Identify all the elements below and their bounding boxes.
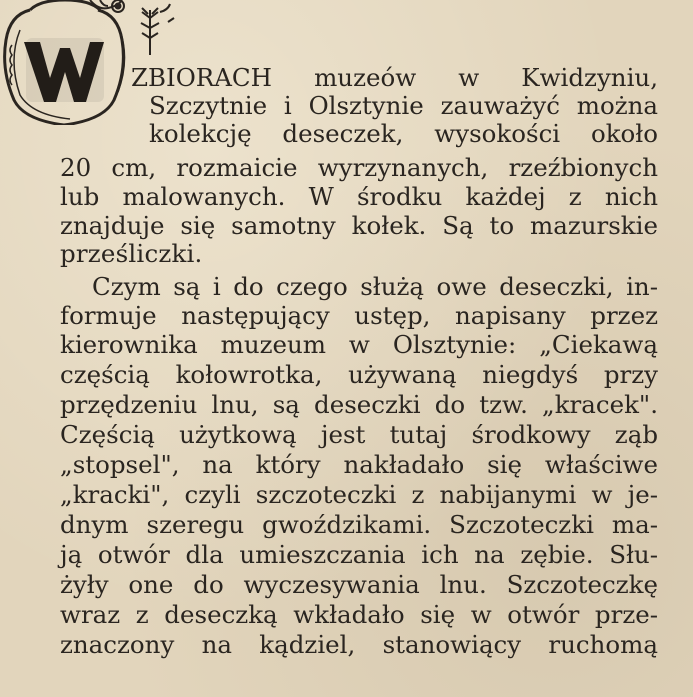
text-line-12-content: przędzeniu lnu, są deseczki do tzw. „kracek". [60,390,658,419]
text-line-12 [60,391,658,419]
text-line-2 [149,92,658,120]
text-line-14 [60,451,658,479]
text-line-11 [60,361,658,389]
text-line-8-content: Czym są i do czego służą owe deseczki, in- [92,272,658,301]
text-line-17-content: ją otwór dla umieszczania ich na zębie. Słu- [60,540,658,569]
text-line-11-content: częścią kołowrotka, używaną niegdyś przy [60,360,658,389]
text-line-6 [60,212,658,240]
text-line-7-content: prześliczki. [60,239,203,268]
text-line-4 [60,154,658,182]
text-line-4-content: 20 cm, rozmaicie wyrzynanych, rzeźbionych [60,153,658,182]
text-line-7 [60,240,658,268]
text-line-15 [60,481,658,509]
text-line-10-content: kierownika muzeum w Olsztynie: „Ciekawą [60,330,658,359]
text-line-17 [60,541,658,569]
text-line-16-content: dnym szeregu gwoździkami. Szczoteczki ma- [60,510,658,539]
text-line-2-content: Szczytnie i Olsztynie zauważyć można [149,91,658,120]
text-line-10 [60,331,658,359]
text-line-3 [149,120,658,148]
text-line-20 [60,631,658,659]
text-line-8 [92,273,658,301]
text-line-18-content: żyły one do wyczesywania lnu. Szczoteczkę [60,570,658,599]
text-line-16 [60,511,658,539]
text-line-9-content: formuje następujący ustęp, napisany przez [60,301,658,330]
text-line-14-content: „stopsel", na który nakładało się właściwe [60,450,658,479]
text-line-3-content: kolekcję deseczek, wysokości około [149,119,658,148]
text-line-13-content: Częścią użytkową jest tutaj środkowy ząb [60,420,658,449]
text-line-5-content: lub malowanych. W środku każdej z nich [60,182,658,211]
text-line-9 [60,302,658,330]
text-line-18 [60,571,658,599]
text-line-5 [60,183,658,211]
text-line-1 [131,64,658,92]
text-line-19 [60,601,658,629]
initial-letter: W [0,0,2,1]
text-line-15-content: „kracki", czyli szczoteczki z nabijanymi w je- [60,480,658,509]
text-line-6-content: znajduje się samotny kołek. Są to mazurskie [60,211,658,240]
text-line-20-content: znaczony na kądziel, stanowiący ruchomą [60,630,658,659]
text-line-1-content: ZBIORACH muzeów w Kwidzyniu, [131,63,658,92]
text-line-13 [60,421,658,449]
text-line-19-content: wraz z deseczką wkładało się w otwór prze- [60,600,658,629]
